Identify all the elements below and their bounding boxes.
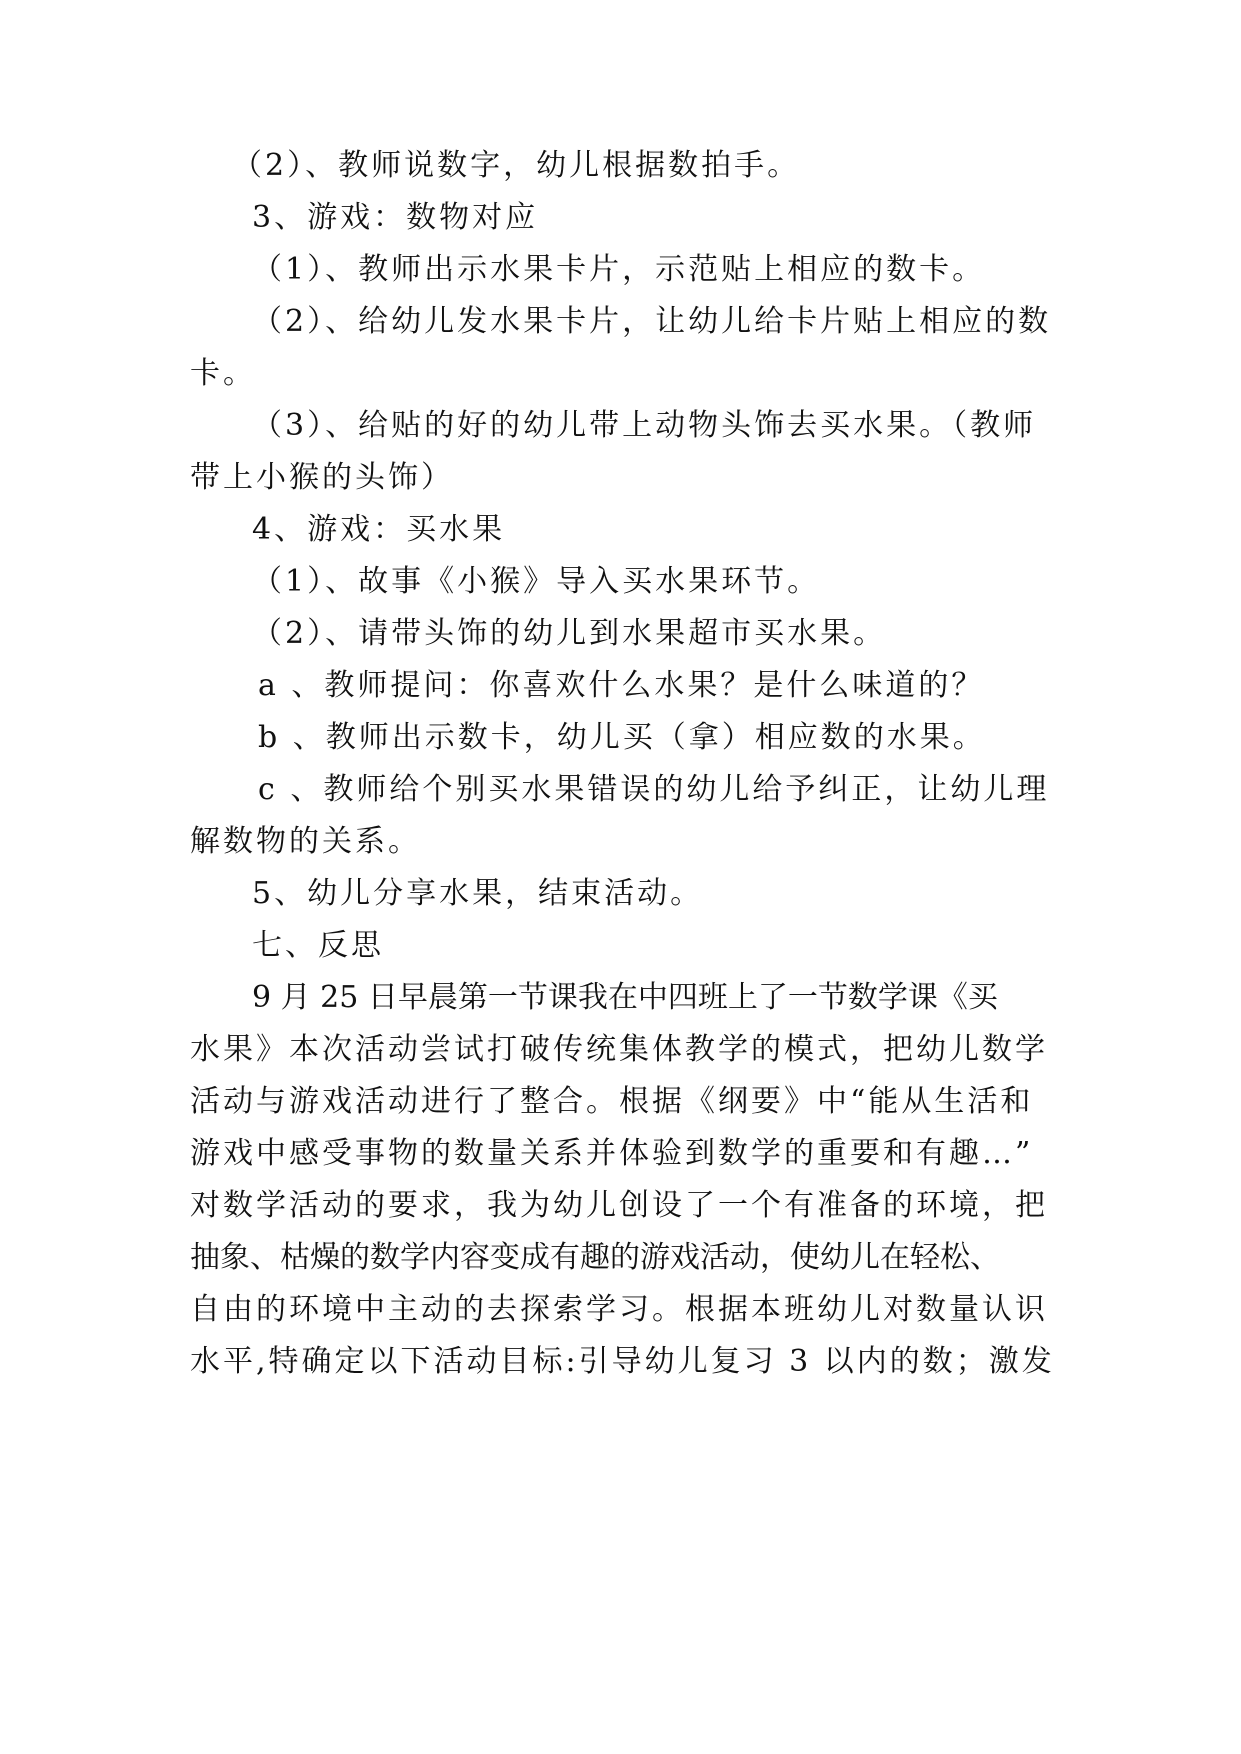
text-line: 5、幼儿分享水果，结束活动。 — [252, 876, 704, 911]
text-line: （1）、教师出示水果卡片，示范贴上相应的数卡。 — [252, 252, 986, 287]
text-line: b 、教师出示数卡，幼儿买（拿）相应数的水果。 — [258, 720, 986, 755]
text-line: （3）、给贴的好的幼儿带上动物头饰去买水果。（教师 — [252, 408, 1037, 443]
text-line: （2）、给幼儿发水果卡片，让幼儿给卡片贴上相应的数 — [252, 304, 1052, 339]
text-line: 游戏中感受事物的数量关系并体验到数学的重要和有趣…” — [190, 1136, 1034, 1171]
text-line: 七、反思 — [252, 928, 384, 963]
text-line: 水果》本次活动尝试打破传统集体教学的模式，把幼儿数学 — [190, 1032, 1048, 1067]
text-line: （2）、教师说数字，幼儿根据数拍手。 — [232, 148, 801, 183]
text-line: c 、教师给个别买水果错误的幼儿给予纠正，让幼儿理 — [258, 772, 1050, 807]
text-line: 抽象、枯燥的数学内容变成有趣的游戏活动，使幼儿在轻松、 — [190, 1240, 1000, 1275]
text-line: a 、教师提问：你喜欢什么水果？是什么味道的？ — [258, 668, 985, 703]
text-line: 水平,特确定以下活动目标:引导幼儿复习 3 以内的数；激发 — [190, 1344, 1055, 1379]
text-line: 4、游戏：买水果 — [252, 512, 506, 547]
text-line: 自由的环境中主动的去探索学习。根据本班幼儿对数量认识 — [190, 1292, 1048, 1327]
text-line: 带上小猴的头饰） — [190, 460, 454, 495]
text-line: （2）、请带头饰的幼儿到水果超市买水果。 — [252, 616, 887, 651]
text-line: 活动与游戏活动进行了整合。根据《纲要》中“能从生活和 — [190, 1084, 1034, 1119]
text-line: 解数物的关系。 — [190, 824, 421, 859]
text-line: （1）、故事《小猴》导入买水果环节。 — [252, 564, 821, 599]
text-line: 卡。 — [190, 356, 256, 391]
text-line: 3、游戏：数物对应 — [252, 200, 539, 235]
text-line: 对数学活动的要求，我为幼儿创设了一个有准备的环境，把 — [190, 1188, 1048, 1223]
text-line: 9 月 25 日早晨第一节课我在中四班上了一节数学课《买 — [252, 980, 998, 1015]
